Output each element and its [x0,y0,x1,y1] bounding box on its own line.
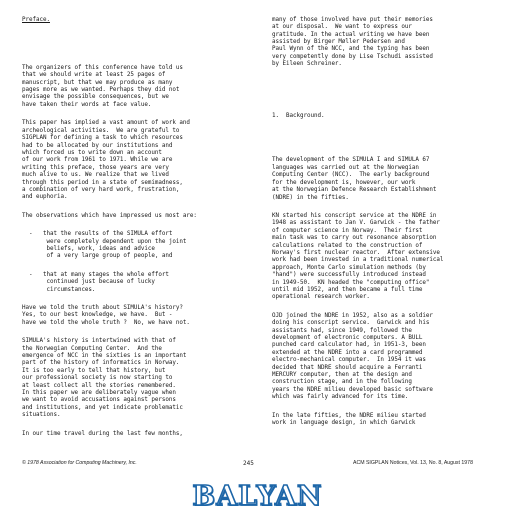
text-line: extended at the NDRE into a card programmed [272,349,423,356]
paragraph [272,157,504,201]
right-column-intro [272,17,504,69]
text-line: that we should write at least 25 pages of [22,72,166,79]
text-line: The observations which have impressed us most are: [22,212,197,219]
text-line: were completely dependent upon the joint [22,238,187,245]
text-line: construction stage, and in the following [272,379,412,386]
text-line: In our time travel during the last few months, [22,430,183,437]
text-line: have we told the whole truth ? No, we have not. [22,319,190,326]
text-line: (NDRE) in the fifties. [272,194,349,201]
paragraph [22,272,260,294]
text-line: continued just because of lucky [22,279,155,286]
text-line: Computing Center (NCC). The early background [272,172,430,179]
text-line: which was fairly advanced for its time. [272,394,409,401]
text-line: work had been invested in a traditional numerical [272,257,444,264]
text-line: of our work from 1961 to 1971. While we are [22,157,173,164]
text-line: situations. [22,412,61,419]
text-line: very competently done by Lise Tschudi assisted [272,53,433,60]
text-line: envisage the possible consequences, but we [22,94,169,101]
text-line: many of those involved have put their memories [272,16,433,23]
left-column-body [22,65,260,438]
text-line: at least collect all the stories remembered. [22,382,176,389]
text-line: had to be allocated by our institutions and [22,142,173,149]
text-line: much alive to us. We realize that we lived [22,172,169,179]
text-line: Norway's first nuclear reactor. After extensive [272,249,440,256]
text-line: calculations related to the construction of [272,242,423,249]
text-line: beliefs, work, ideas and advice [22,245,155,252]
text-line: It is too early to tell that history, but [22,367,166,374]
paragraph [272,213,504,302]
text-line: In the late fifties, the NDRE milieu started [272,412,426,419]
text-line: for the development is, however, our work [272,179,416,186]
text-line: - that at many stages the whole effort [22,271,169,278]
text-line: and institutions, and yet indicate problematic [22,404,183,411]
text-line: years the NDRE milieu developed basic software [272,386,433,393]
paragraph [22,231,260,261]
text-line: - that the results of the SIMULA effort [22,231,173,238]
left-column [22,2,260,453]
footer-copyright: © 1978 Association for Computing Machinery, Inc. [22,460,137,466]
text-line: The organizers of this conference have told us [22,64,183,71]
text-line: archeological activities. We are grateful to [22,127,180,134]
text-line: circumstances. [22,286,96,293]
text-line: doing his conscript service. Garwick and his [272,320,430,327]
footer-page-number: 245 [243,460,254,467]
text-line: OJD joined the NDRE in 1952, also as a soldier [272,312,433,319]
text-line: in 1949-50. KN headed the "computing office" [272,279,430,286]
section-heading: 1. Background. [272,113,325,120]
paragraph [22,213,260,220]
right-column-body [272,157,504,427]
text-line: which forced us to write down an account [22,149,162,156]
text-line: manuscript, but that we may produce as many [22,79,173,86]
text-line: the Norwegian Computing Center. And the [22,345,162,352]
text-line: part of the history of informatics in Norway. [22,360,180,367]
text-line: SIMULA's history is intertwined with that of [22,338,176,345]
text-line: of a very large group of people, and [22,253,173,260]
text-line: work in language design, in which Garwick [272,420,416,427]
watermark [0,481,515,511]
text-line: of computer science in Norway. Their first [272,227,423,234]
paragraph [22,305,260,327]
text-line: assisted by Birger Møller Pedersen and [272,39,405,46]
text-line: our professional society is now starting to [22,375,173,382]
paragraph [272,313,504,402]
text-line: This paper has implied a vast amount of work and [22,120,190,127]
text-line: we want to avoid accusations against persons [22,397,176,404]
text-line: have taken their words at face value. [22,101,152,108]
text-line: languages was carried out at the Norwegian [272,164,419,171]
watermark-logo-text: BALYAN [192,480,323,512]
paragraph [22,65,260,109]
text-line: approach, Monte Carlo simulation methods (by [272,264,426,271]
text-line: assistants had, since 1949, followed the [272,327,412,334]
text-line: punched card calculator had, in 1951-3, been [272,342,426,349]
paragraph [22,338,260,419]
text-line: "hand") were successfully introduced instead [272,272,426,279]
text-line: The development of the SIMULA I and SIMULA 67 [272,157,430,164]
text-line: gratitude. In the actual writing we have been [272,31,430,38]
footer-journal-citation: ACM SIGPLAN Notices, Vol. 13, No. 8, August 1978 [353,460,473,466]
text-line: decided that NDRE should acquire a Ferranti [272,364,423,371]
text-line: at the Norwegian Defence Research Establishment [272,187,437,194]
text-line: pages more as we wanted. Perhaps they did not [22,87,180,94]
paragraph [272,17,504,69]
text-line: a combination of very hard work, frustration, [22,186,180,193]
text-line: emergence of NCC in the sixties is an important [22,353,187,360]
text-line: until mid 1952, and then became a full time [272,286,423,293]
text-line: 1948 as assistant to Jan V. Garwick - the father [272,220,440,227]
text-line: through this period in a state of semimadness, [22,179,183,186]
preface-heading: Preface. [22,16,50,23]
text-line: In this paper we are deliberately vague when [22,390,176,397]
text-line: KN started his conscript service at the NDRE in [272,212,437,219]
text-line: by Eileen Schreiner. [272,61,342,68]
text-line: and euphoria. [22,194,68,201]
right-column [272,2,504,442]
paragraph [272,413,504,428]
text-line: Yes, to our best knowledge, we have. But - [22,312,173,319]
text-line: Paul Wynn of the NCC, and the typing has been [272,46,430,53]
text-line: Have we told the truth about SIMULA's history? [22,305,183,311]
paragraph [22,120,260,201]
text-line: MERCURY computer, then at the design and [272,372,412,379]
text-line: main task was to carry out resonance absorption [272,235,437,242]
text-line: operational research worker. [272,294,370,301]
paragraph [22,431,260,438]
text-line: electro-mechanical computer. In 1954 it was [272,357,426,364]
text-line: SIGPLAN for defining a task to which resources [22,135,183,142]
text-line: writing this preface, those years are very [22,164,169,171]
text-line: at our disposal. We want to express our [272,24,412,31]
text-line: development of electronic computers. A BULL [272,335,423,342]
